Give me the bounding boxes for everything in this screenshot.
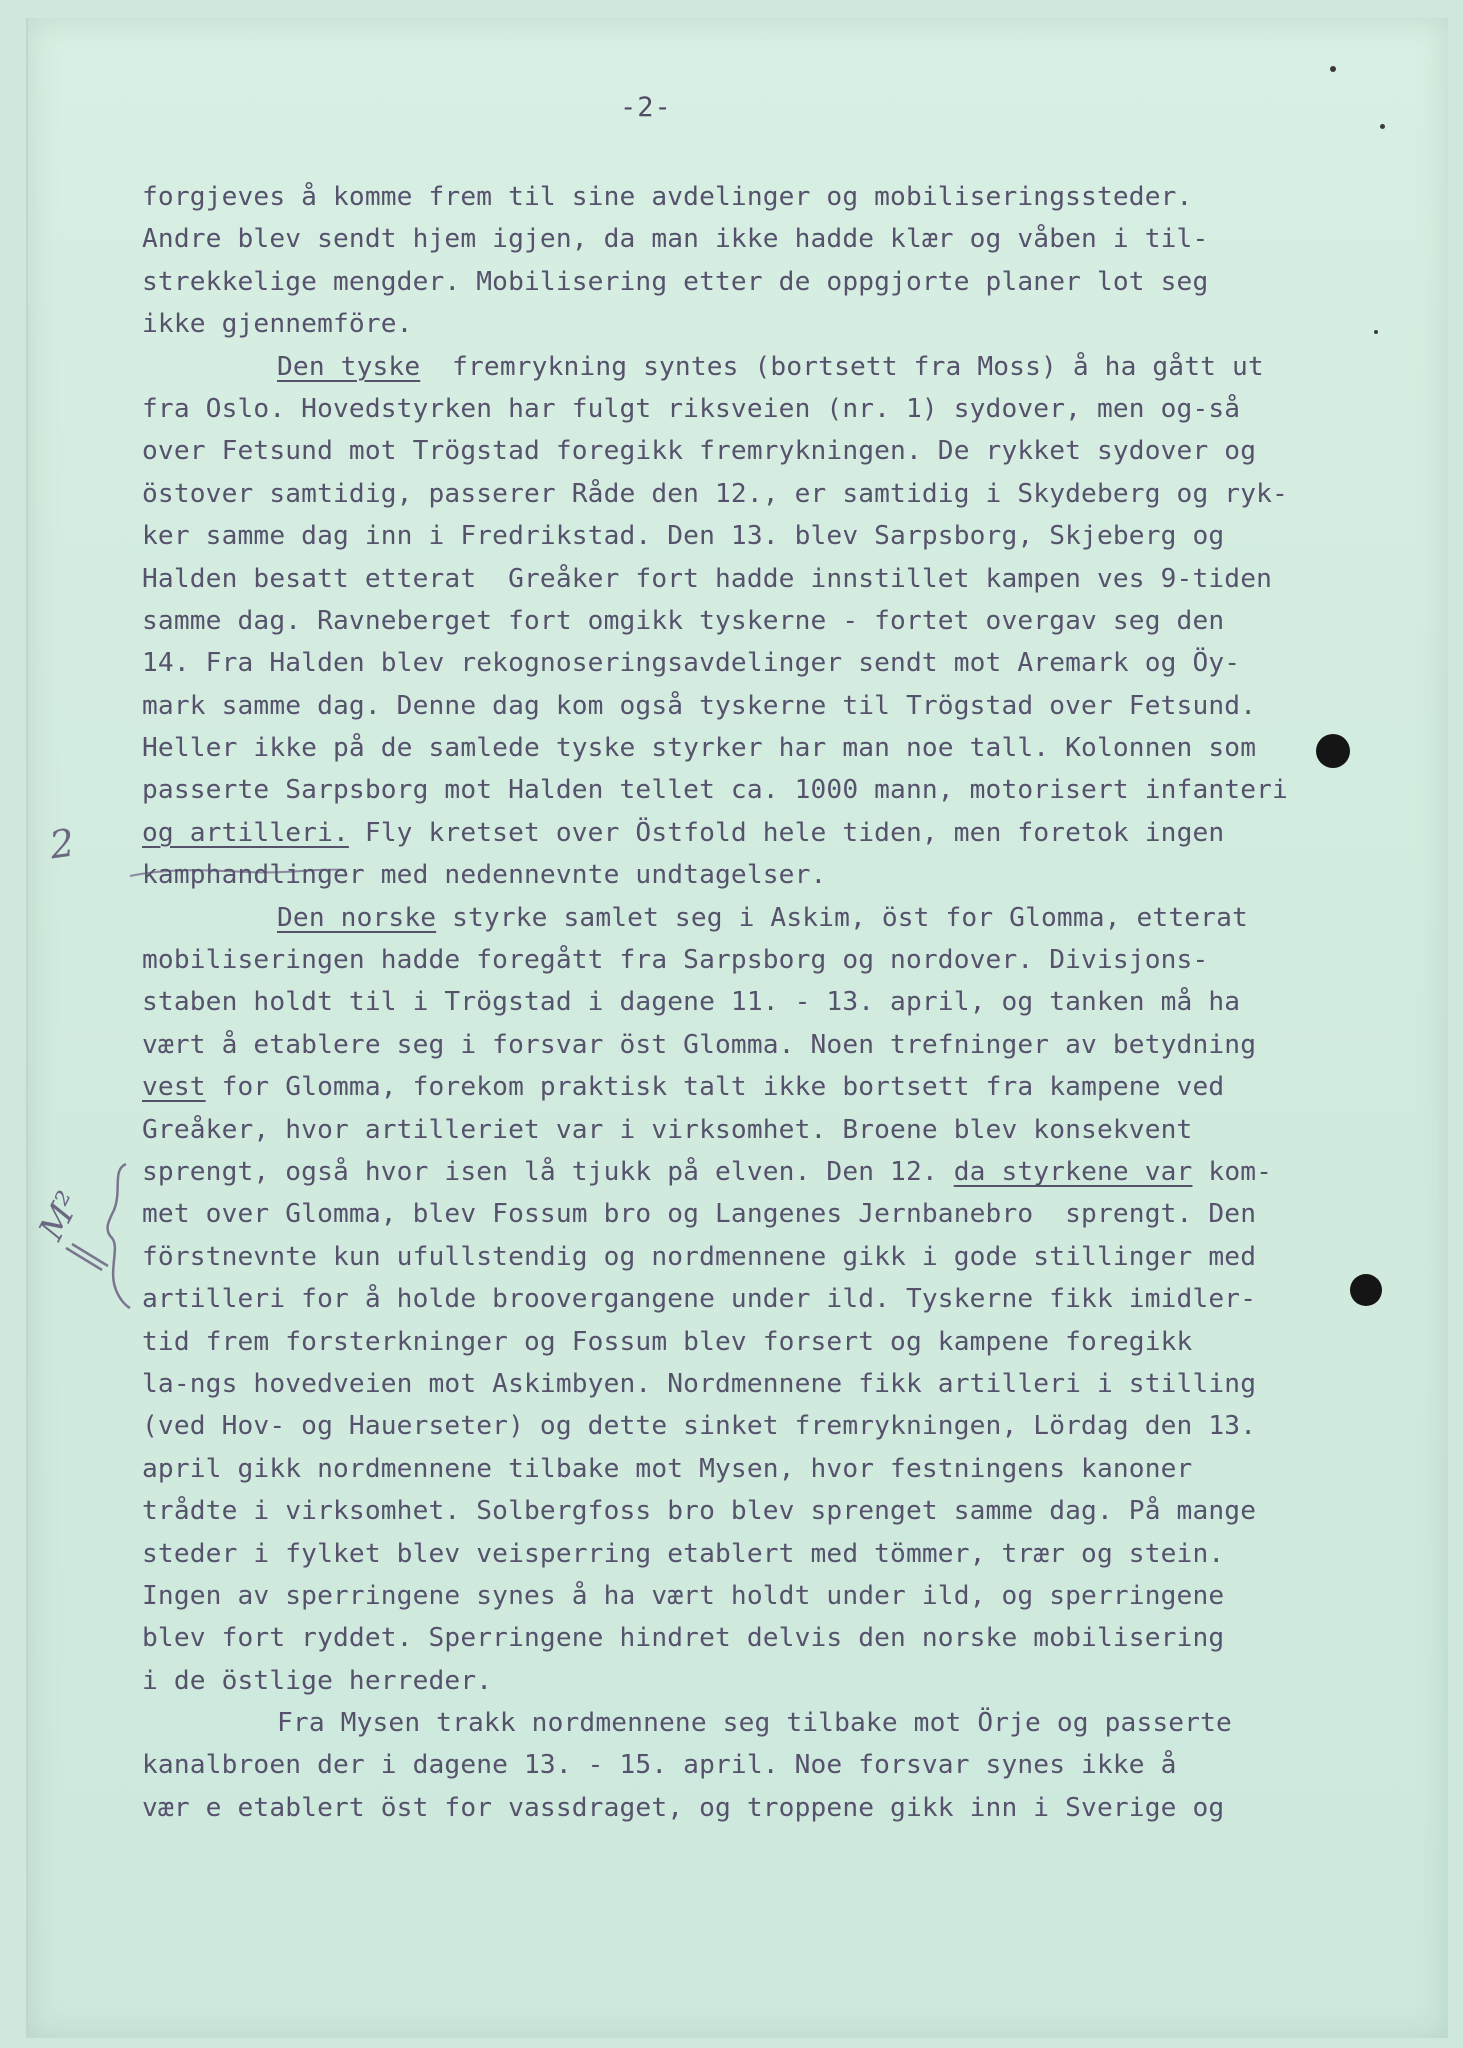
- text-line: trådte i virksomhet. Solbergfoss bro blev sprenget samme dag. På mange: [142, 1496, 1257, 1527]
- text-line: [142, 1151, 1412, 1193]
- text-line: steder i fylket blev veisperring etablert med tömmer, trær og stein.: [142, 1538, 1225, 1569]
- page-number: -2-: [620, 92, 672, 123]
- text-line: vært å etablere seg i forsvar öst Glomma. Noen trefninger av betydning: [142, 1029, 1257, 1060]
- text-line: Halden besatt etterat Greåker fort hadde innstillet kampen ves 9-tiden: [142, 563, 1273, 594]
- text-line: ker samme dag inn i Fredrikstad. Den 13. blev Sarpsborg, Skjeberg og: [142, 521, 1225, 552]
- text-line: samme dag. Ravneberget fort omgikk tyskerne - fortet overgav seg den: [142, 605, 1225, 636]
- text-line: strekkelige mengder. Mobilisering etter de oppgjorte planer lot seg: [142, 266, 1209, 297]
- text-line: passerte Sarpsborg mot Halden tellet ca. 1000 mann, motorisert infanteri: [142, 775, 1288, 806]
- underlined-phrase: da styrkene var: [953, 1156, 1193, 1187]
- underlined-phrase: vest: [142, 1072, 206, 1103]
- text-line: kanalbroen der i dagene 13. - 15. april. Noe forsvar synes ikke å: [142, 1750, 1177, 1781]
- line-text: styrke samlet seg i Askim, öst for Glomma, etterat: [436, 902, 1248, 933]
- text-line: artilleri for å holde broovergangene under ild. Tyskerne fikk imidler-: [142, 1284, 1257, 1315]
- text-line: fra Oslo. Hovedstyrken har fulgt riksveien (nr. 1) sydover, men og-så: [142, 393, 1241, 424]
- text-line: ikke gjennemföre.: [142, 309, 413, 340]
- text-line: i de östlige herreder.: [142, 1665, 493, 1696]
- text-line: [142, 346, 1412, 388]
- text-line: mark samme dag. Denne dag kom også tyskerne til Trögstad over Fetsund.: [142, 690, 1257, 721]
- text-line: förstnevnte kun ufullstendig og nordmennene gikk i gode stillinger med: [142, 1241, 1257, 1272]
- text-line: kamphandlinger med nedennevnte undtagelser.: [142, 860, 827, 891]
- text-line: 14. Fra Halden blev rekognoseringsavdelinger sendt mot Aremark og Öy-: [142, 648, 1241, 679]
- text-line: forgjeves å komme frem til sine avdelinger og mobiliseringssteder.: [142, 182, 1193, 212]
- text-line: Ingen av sperringene synes å ha vært holdt under ild, og sperringene: [142, 1580, 1225, 1611]
- text-line: Heller ikke på de samlede tyske styrker har man noe tall. Kolonnen som: [142, 733, 1257, 764]
- text-line: mobiliseringen hadde foregått fra Sarpsborg og nordover. Divisjons-: [142, 945, 1209, 976]
- text-line: met over Glomma, blev Fossum bro og Langenes Jernbanebro sprengt. Den: [142, 1199, 1257, 1230]
- text-line: tid frem forsterkninger og Fossum blev forsert og kampene foregikk: [142, 1326, 1193, 1357]
- text-line: staben holdt til i Trögstad i dagene 11. - 13. april, og tanken må ha: [142, 987, 1241, 1018]
- margin-strike: [62, 1240, 112, 1280]
- text-line: over Fetsund mot Trögstad foregikk fremrykningen. De rykket sydover og: [142, 436, 1257, 467]
- text-line: [142, 812, 1412, 854]
- margin-note-mark: M²: [31, 1185, 90, 1247]
- line-text: Fly kretset over Östfold hele tiden, men foretok ingen: [348, 817, 1225, 848]
- text-line: blev fort ryddet. Sperringene hindret delvis den norske mobilisering: [142, 1623, 1225, 1654]
- document-body: [142, 176, 1412, 1829]
- line-text: kom-: [1192, 1156, 1273, 1187]
- text-line: [142, 1066, 1412, 1108]
- text-line: östover samtidig, passerer Råde den 12., er samtidig i Skydeberg og ryk-: [142, 478, 1288, 509]
- underlined-phrase: og artilleri.: [142, 817, 349, 848]
- text-line: [142, 897, 1412, 939]
- underlined-phrase: Den norske: [277, 902, 437, 933]
- underlined-phrase: Den tyske: [277, 351, 421, 382]
- text-line: vær e etablert öst for vassdraget, og troppene gikk inn i Sverige og: [142, 1792, 1225, 1823]
- text-line: la-ngs hovedveien mot Askimbyen. Nordmennene fikk artilleri i stilling: [142, 1368, 1257, 1399]
- text-line: Fra Mysen trakk nordmennene seg tilbake mot Örje og passerte: [277, 1708, 1232, 1739]
- margin-note-number: 2: [47, 820, 78, 868]
- ink-dot-2: [1380, 124, 1385, 129]
- text-line: (ved Hov- og Hauerseter) og dette sinket fremrykningen, Lördag den 13.: [142, 1411, 1257, 1442]
- margin-bracket: [100, 1160, 140, 1310]
- text-line: Andre blev sendt hjem igjen, da man ikke hadde klær og våben i til-: [142, 224, 1209, 255]
- text-line: Greåker, hvor artilleriet var i virksomhet. Broene blev konsekvent: [142, 1114, 1193, 1145]
- text-line: april gikk nordmennene tilbake mot Mysen, hvor festningens kanoner: [142, 1453, 1193, 1484]
- ink-dot-1: [1330, 66, 1336, 72]
- line-text: for Glomma, forekom praktisk talt ikke bortsett fra kampene ved: [205, 1072, 1225, 1103]
- line-text: fremrykning syntes (bortsett fra Moss) å ha gått ut: [420, 351, 1264, 382]
- line-text: sprengt, også hvor isen lå tjukk på elven. Den 12.: [142, 1156, 954, 1187]
